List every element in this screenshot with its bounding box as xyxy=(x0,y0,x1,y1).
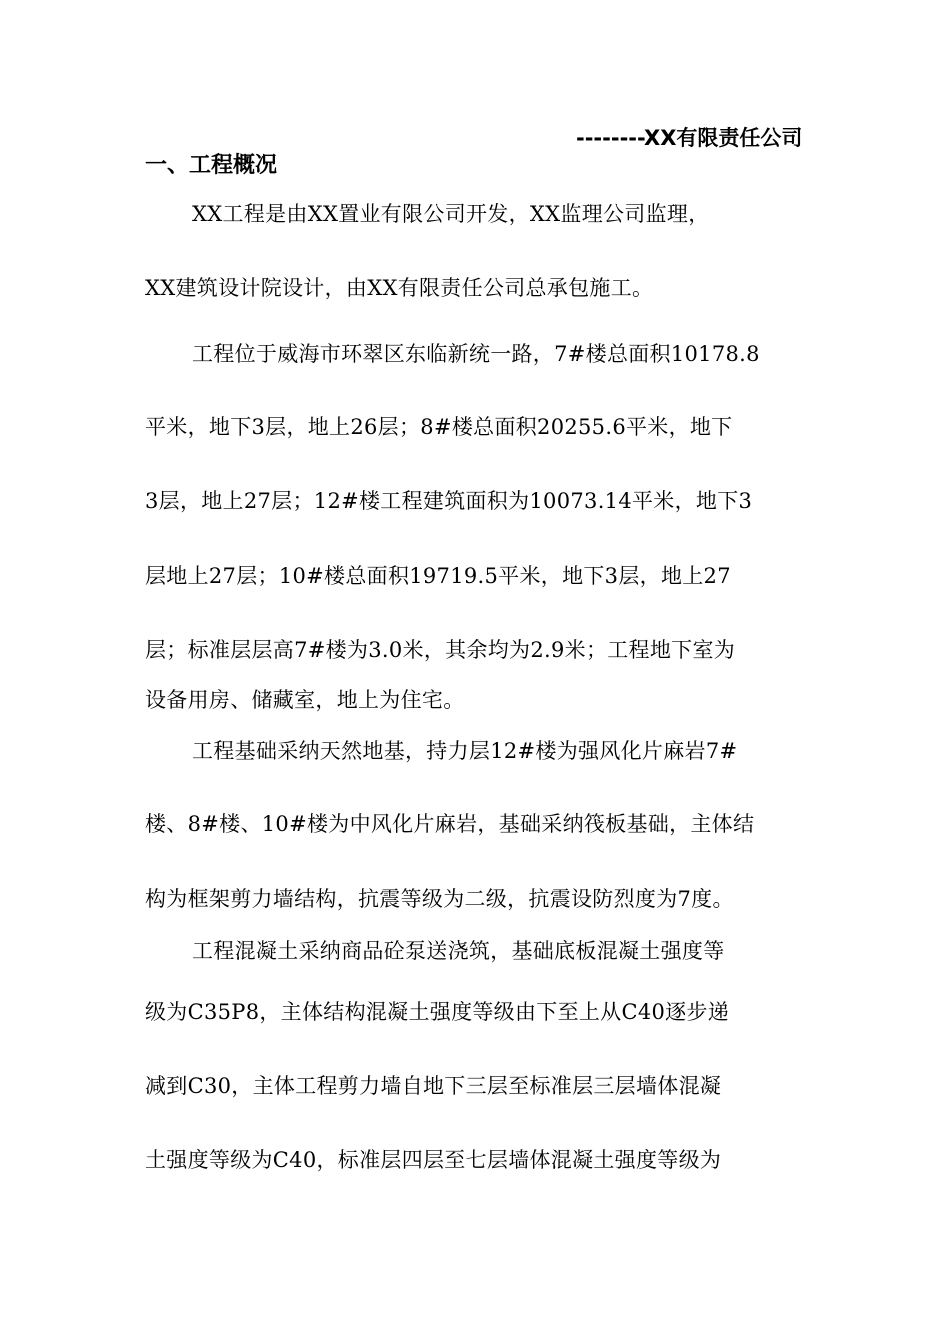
paragraph-line: 3层，地上27层；12#楼工程建筑面积为10073.14平米，地下3 xyxy=(145,489,753,513)
paragraph-line: 级为C35P8，主体结构混凝土强度等级由下至上从C40逐步递 xyxy=(145,1000,730,1024)
paragraph-line: 减到C30，主体工程剪力墙自地下三层至标准层三层墙体混凝 xyxy=(145,1074,722,1098)
paragraph-line: 设备用房、储藏室，地上为住宅。 xyxy=(145,688,465,712)
section-heading: 一、工程概况 xyxy=(145,153,278,178)
company-signature: --------XX有限责任公司 xyxy=(576,126,803,150)
paragraph-line: 楼、8#楼、10#楼为中风化片麻岩，基础采纳筏板基础，主体结 xyxy=(145,812,755,836)
paragraph-line: 工程混凝土采纳商品砼泵送浇筑，基础底板混凝土强度等 xyxy=(192,939,725,963)
paragraph-line: 平米，地下3层，地上26层；8#楼总面积20255.6平米，地下 xyxy=(145,415,733,439)
paragraph-line: 构为框架剪力墙结构，抗震等级为二级，抗震设防烈度为7度。 xyxy=(145,887,734,911)
paragraph-line: 土强度等级为C40，标准层四层至七层墙体混凝土强度等级为 xyxy=(145,1148,722,1172)
paragraph-line: 层地上27层；10#楼总面积19719.5平米，地下3层，地上27 xyxy=(145,564,731,588)
paragraph-line: 层；标准层层高7#楼为3.0米，其余均为2.9米；工程地下室为 xyxy=(145,638,736,662)
paragraph-line: 工程位于威海市环翠区东临新统一路，7#楼总面积10178.8 xyxy=(192,342,760,366)
paragraph-line: XX工程是由XX置业有限公司开发，XX监理公司监理， xyxy=(192,202,710,226)
paragraph-line: 工程基础采纳天然地基，持力层12#楼为强风化片麻岩7# xyxy=(192,739,738,763)
paragraph-line: XX建筑设计院设计，由XX有限责任公司总承包施工。 xyxy=(145,276,654,300)
